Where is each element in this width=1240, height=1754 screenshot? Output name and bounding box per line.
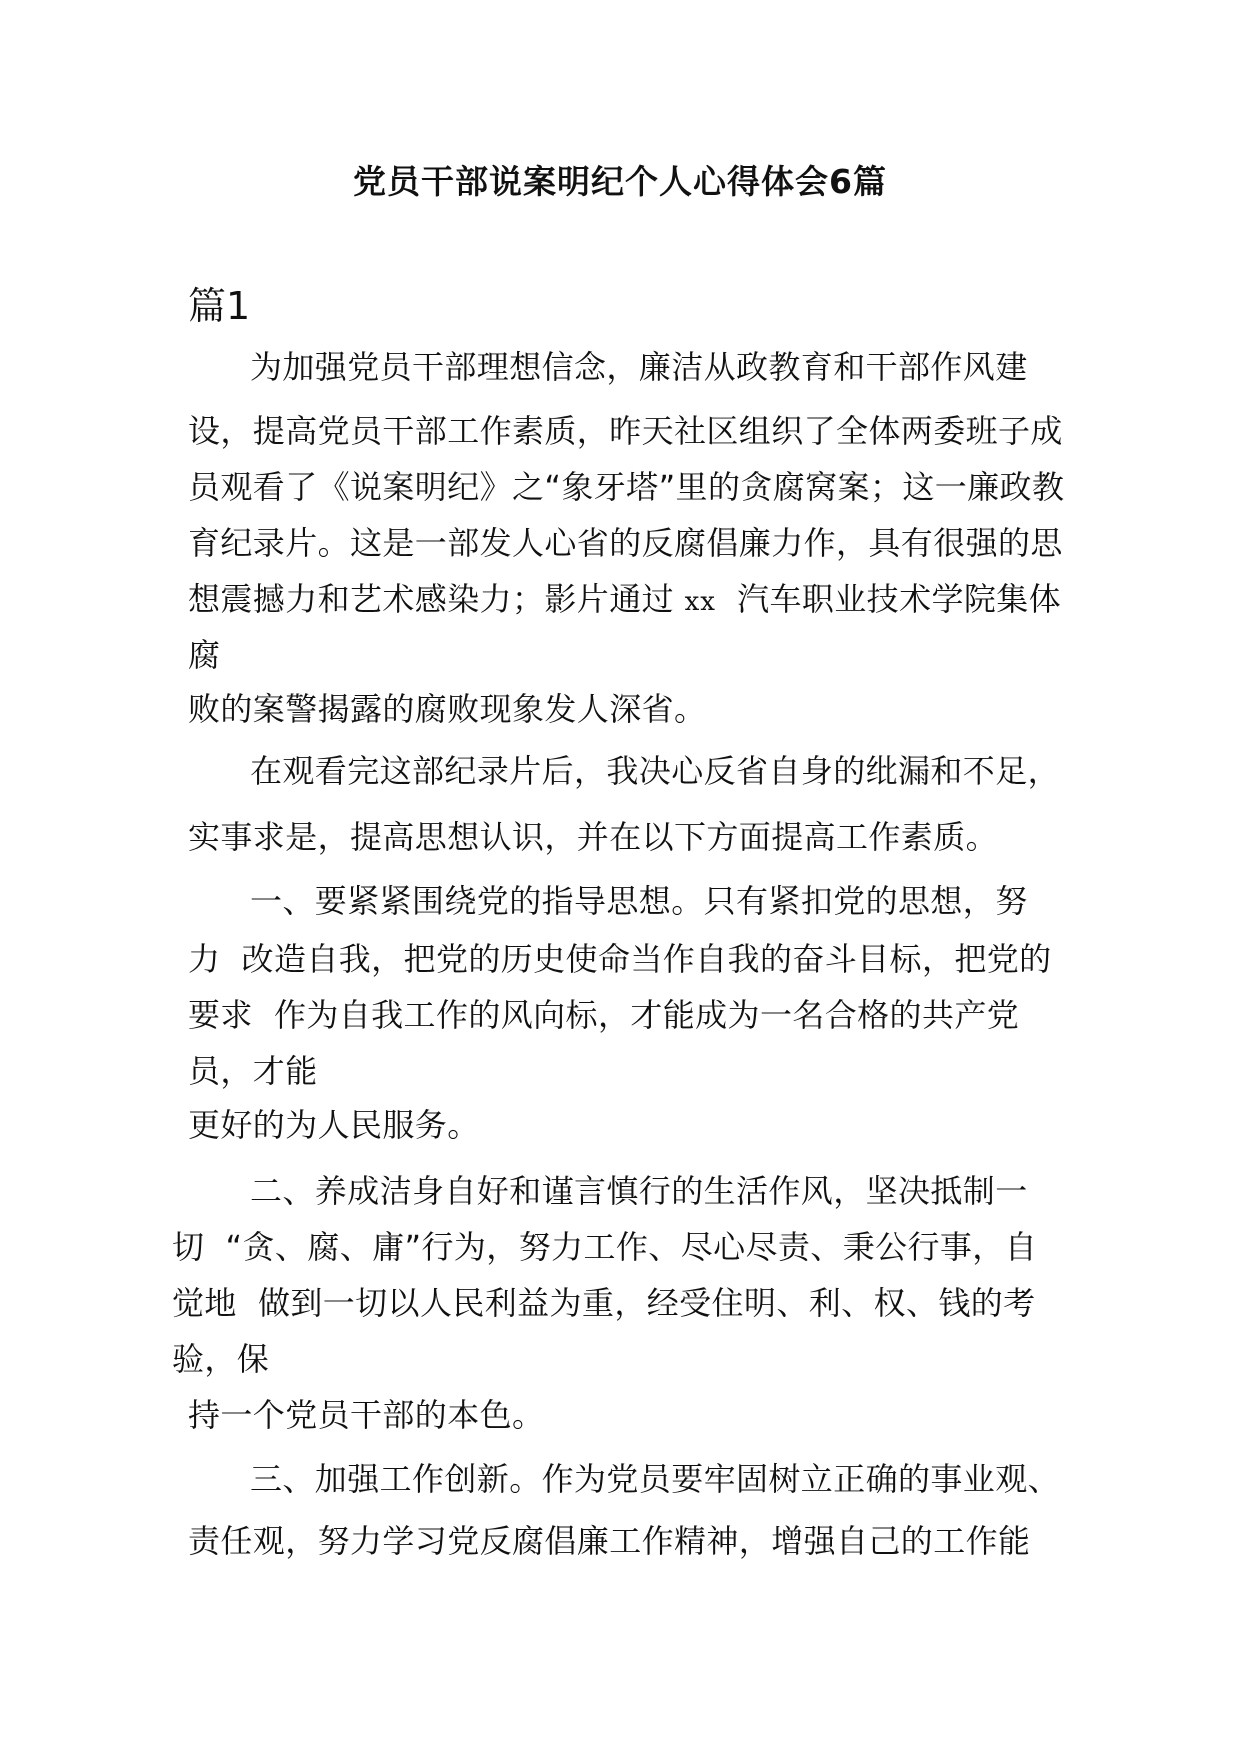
text-segment-latin: xx	[684, 587, 716, 617]
text-line: 验，保	[172, 1340, 270, 1378]
text-line: 员观看了《说案明纪》之“象牙塔”里的贪腐窝案；这一廉政教	[188, 468, 1065, 506]
text-line: 切 “贪、腐、庸”行为，努力工作、尽心尽责、秉公行事，自	[172, 1228, 1038, 1266]
text-line: 责任观，努力学习党反腐倡廉工作精神，增强自己的工作能	[188, 1522, 1031, 1560]
document-title: 党员干部说案明纪个人心得体会6篇	[353, 162, 887, 201]
text-line: 育纪录片。这是一部发人心省的反腐倡廉力作，具有很强的思	[188, 524, 1063, 562]
text-line: 腐	[188, 636, 221, 674]
text-line: 二、养成洁身自好和谨言慎行的生活作风，坚决抵制一	[250, 1172, 1028, 1210]
text-line: 设，提高党员干部工作素质，昨天社区组织了全体两委班子成	[188, 412, 1063, 450]
text-line: 力 改造自我，把党的历史使命当作自我的奋斗目标，把党的	[188, 940, 1052, 978]
text-line	[188, 578, 1061, 623]
text-segment: 想震撼力和艺术感染力；影片通过	[188, 580, 675, 618]
text-line: 在观看完这部纪录片后，我决心反省自身的纰漏和不足，	[250, 752, 1061, 790]
text-line: 实事求是，提高思想认识，并在以下方面提高工作素质。	[188, 818, 999, 856]
text-line: 三、加强工作创新。作为党员要牢固树立正确的事业观、	[250, 1460, 1061, 1498]
text-line: 更好的为人民服务。	[188, 1106, 480, 1144]
text-line: 一、要紧紧围绕党的指导思想。只有紧扣党的思想，努	[250, 882, 1028, 920]
text-line: 要求 作为自我工作的风向标，才能成为一名合格的共产党	[188, 996, 1020, 1034]
section-heading: 篇1	[188, 284, 251, 328]
text-line: 为加强党员干部理想信念，廉洁从政教育和干部作风建	[250, 348, 1028, 386]
text-line: 持一个党员干部的本色。	[188, 1396, 545, 1434]
text-line: 败的案警揭露的腐败现象发人深省。	[188, 690, 707, 728]
text-line: 觉地 做到一切以人民利益为重，经受住明、利、权、钱的考	[172, 1284, 1036, 1322]
text-segment: 汽车职业技术学院集体	[737, 580, 1062, 618]
text-line: 员，才能	[188, 1052, 318, 1090]
